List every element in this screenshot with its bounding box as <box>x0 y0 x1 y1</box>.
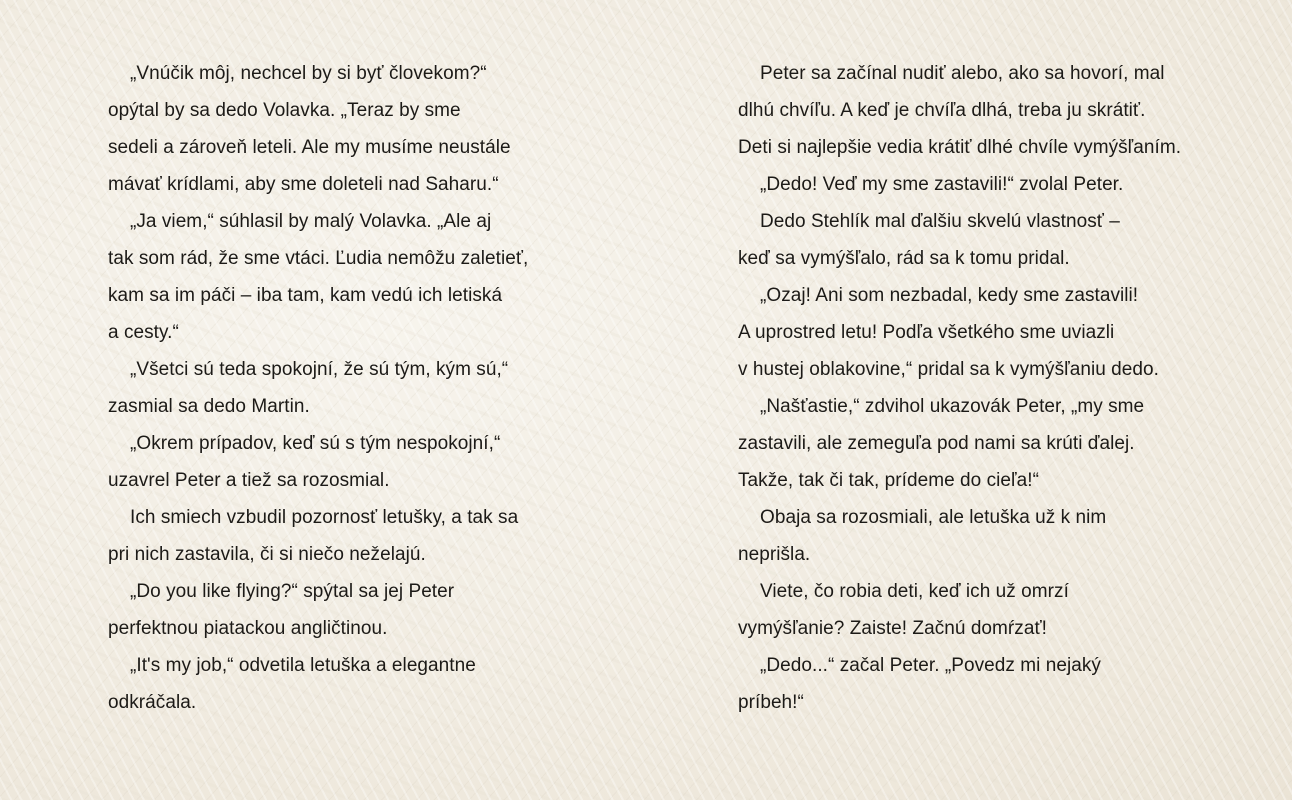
text-line: Ich smiech vzbudil pozornosť letušky, a tak sa <box>130 507 519 528</box>
text-line: opýtal by sa dedo Volavka. „Teraz by sme <box>108 100 461 121</box>
text-line: „Ja viem,“ súhlasil by malý Volavka. „Ale aj <box>130 211 492 232</box>
text-line: mávať krídlami, aby sme doleteli nad Saharu.“ <box>108 174 499 195</box>
text-line: príbeh!“ <box>738 692 804 713</box>
text-line: „Všetci sú teda spokojní, že sú tým, kým sú,“ <box>130 359 509 380</box>
text-line: neprišla. <box>738 544 811 565</box>
text-line: „Dedo...“ začal Peter. „Povedz mi nejaký <box>760 655 1101 676</box>
text-line: „Našťastie,“ zdvihol ukazovák Peter, „my sme <box>760 396 1145 417</box>
text-line: uzavrel Peter a tiež sa rozosmial. <box>108 470 390 491</box>
text-line: kam sa im páči – iba tam, kam vedú ich letiská <box>108 285 503 306</box>
text-line: dlhú chvíľu. A keď je chvíľa dlhá, treba ju skrátiť. <box>738 100 1146 121</box>
text-line: tak som rád, že sme vtáci. Ľudia nemôžu zaletieť, <box>108 248 529 269</box>
text-line: „Vnúčik môj, nechcel by si byť človekom?“ <box>130 63 487 84</box>
text-line: „Ozaj! Ani som nezbadal, kedy sme zastavili! <box>760 285 1139 306</box>
text-line: Deti si najlepšie vedia krátiť dlhé chvíle vymýšľaním. <box>738 137 1182 158</box>
text-line: vymýšľanie? Zaiste! Začnú domŕzať! <box>738 618 1047 639</box>
text-line: zasmial sa dedo Martin. <box>108 396 310 417</box>
text-line: „Do you like flying?“ spýtal sa jej Peter <box>130 581 455 602</box>
text-line: Takže, tak či tak, prídeme do cieľa!“ <box>738 470 1039 491</box>
text-line: odkráčala. <box>108 692 197 713</box>
text-line: a cesty.“ <box>108 322 179 343</box>
text-line: A uprostred letu! Podľa všetkého sme uviazli <box>738 322 1115 343</box>
text-line: v hustej oblakovine,“ pridal sa k vymýšľaniu dedo. <box>738 359 1159 380</box>
text-line: „Okrem prípadov, keď sú s tým nespokojní,“ <box>130 433 501 454</box>
text-line: Viete, čo robia deti, keď ich už omrzí <box>760 581 1069 602</box>
text-line: zastavili, ale zemeguľa pod nami sa krúti ďalej. <box>738 433 1135 454</box>
text-line: „It's my job,“ odvetila letuška a elegantne <box>130 655 476 676</box>
text-line: perfektnou piatackou angličtinou. <box>108 618 388 639</box>
text-line: keď sa vymýšľalo, rád sa k tomu pridal. <box>738 248 1070 269</box>
right-page <box>738 55 1278 721</box>
text-line: „Dedo! Veď my sme zastavili!“ zvolal Peter. <box>760 174 1124 195</box>
text-line: pri nich zastavila, či si niečo neželajú. <box>108 544 426 565</box>
text-line: Obaja sa rozosmiali, ale letuška už k nim <box>760 507 1107 528</box>
text-line: Peter sa začínal nudiť alebo, ako sa hovorí, mal <box>760 63 1165 84</box>
text-line: sedeli a zároveň leteli. Ale my musíme neustále <box>108 137 511 158</box>
text-line: Dedo Stehlík mal ďalšiu skvelú vlastnosť – <box>760 211 1120 232</box>
left-page <box>108 55 648 721</box>
